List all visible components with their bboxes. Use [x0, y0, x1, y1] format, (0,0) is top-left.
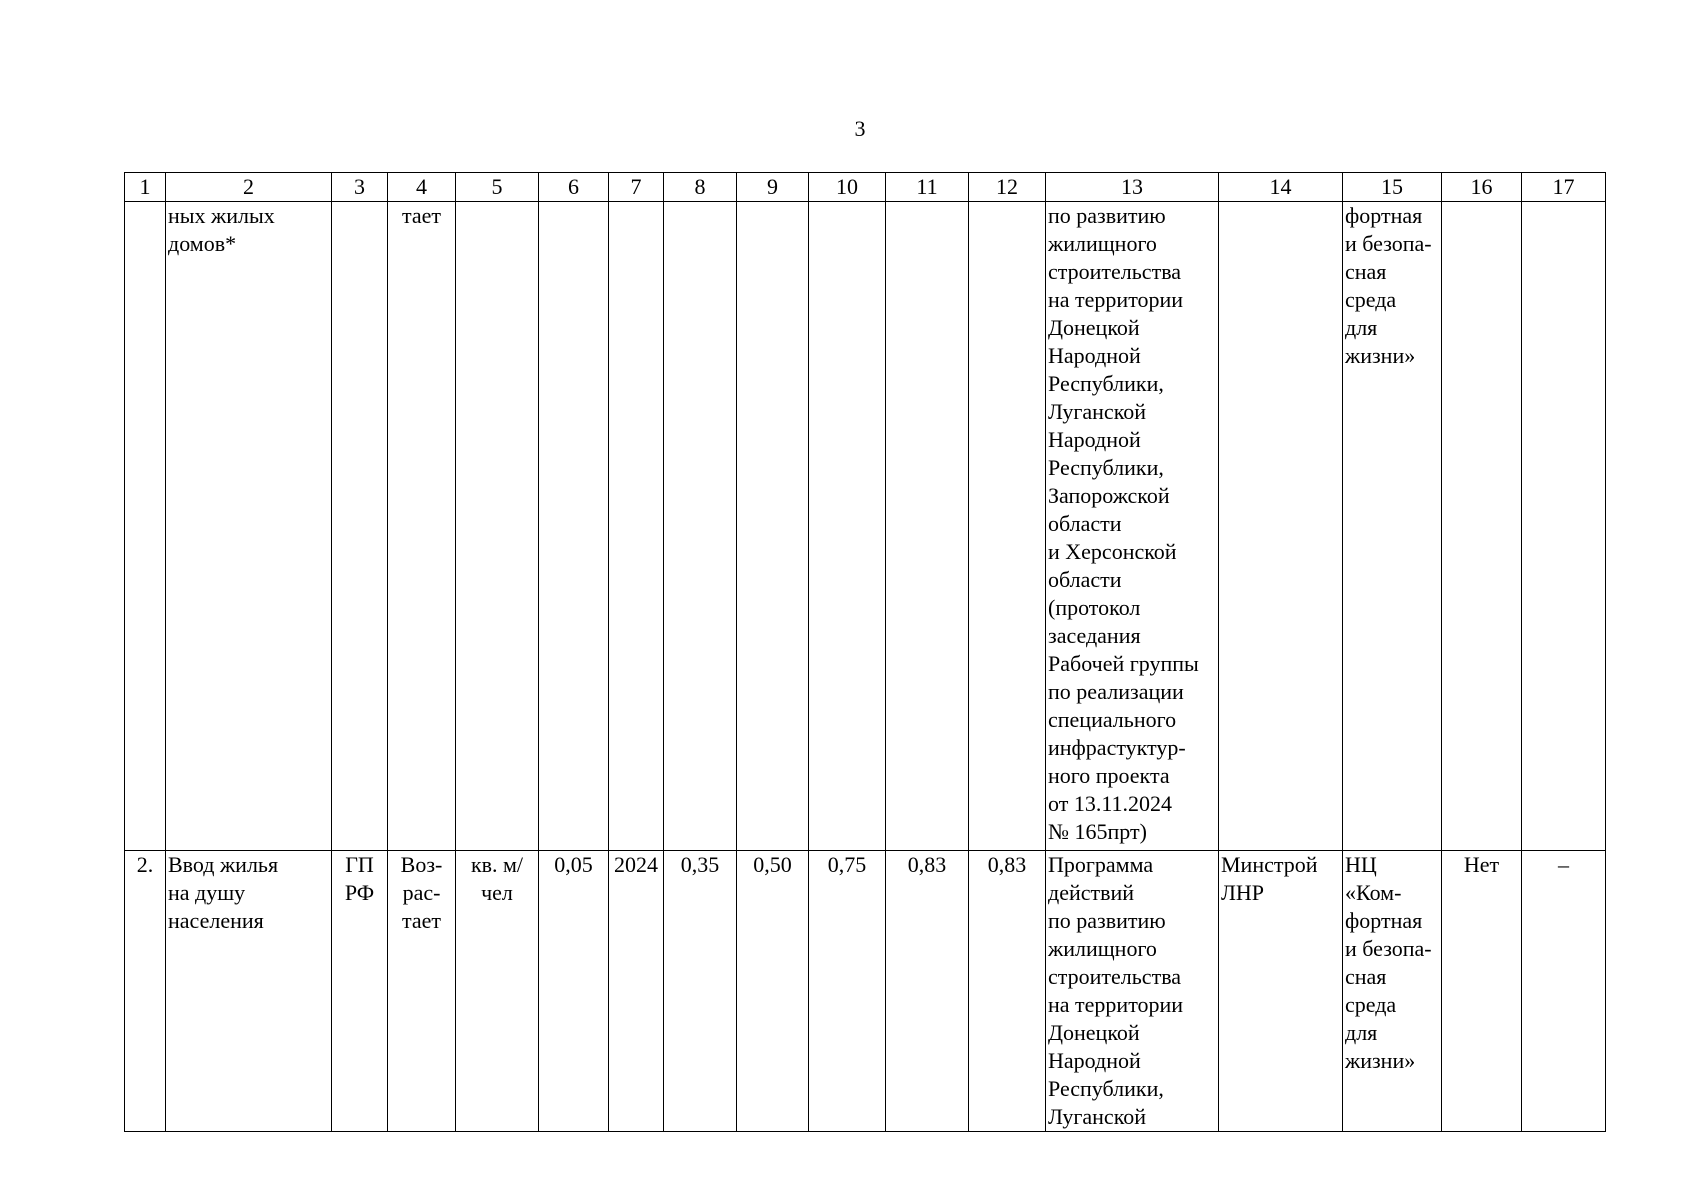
trend-cell: тает	[388, 202, 456, 851]
value-cell	[664, 202, 737, 851]
value-cell: 0,75	[809, 851, 886, 1132]
column-number: 6	[539, 173, 609, 202]
base-value-cell: 0,05	[539, 851, 609, 1132]
column-number: 5	[456, 173, 539, 202]
column-number: 17	[1522, 173, 1606, 202]
value-cell	[969, 202, 1046, 851]
responsible-cell	[1219, 202, 1343, 851]
column-number: 12	[969, 173, 1046, 202]
column-number: 9	[737, 173, 809, 202]
table-row	[125, 851, 1606, 1132]
indicator-name-cell: ных жилых домов*	[166, 202, 332, 851]
national-goal-cell: фортная и безопа- сная среда для жизни»	[1343, 202, 1442, 851]
column-number: 13	[1046, 173, 1219, 202]
indicator-level-cell	[332, 202, 388, 851]
unit-cell: кв. м/ чел	[456, 851, 539, 1132]
base-year-cell: 2024	[609, 851, 664, 1132]
flag-cell: Нет	[1442, 851, 1522, 1132]
value-cell: 0,83	[969, 851, 1046, 1132]
unit-cell	[456, 202, 539, 851]
column-number: 8	[664, 173, 737, 202]
base-value-cell	[539, 202, 609, 851]
base-year-cell	[609, 202, 664, 851]
value-cell	[809, 202, 886, 851]
column-number: 1	[125, 173, 166, 202]
indicator-name-cell: Ввод жилья на душу населения	[166, 851, 332, 1132]
national-goal-cell: НЦ «Ком- фортная и безопа- сная среда для жизни»	[1343, 851, 1442, 1132]
row-number-cell: 2.	[125, 851, 166, 1132]
column-number: 16	[1442, 173, 1522, 202]
info-cell: –	[1522, 851, 1606, 1132]
indicator-level-cell: ГП РФ	[332, 851, 388, 1132]
flag-cell	[1442, 202, 1522, 851]
value-cell: 0,35	[664, 851, 737, 1132]
table-row	[125, 202, 1606, 851]
column-number: 11	[886, 173, 969, 202]
column-number: 7	[609, 173, 664, 202]
column-number: 2	[166, 173, 332, 202]
column-number: 4	[388, 173, 456, 202]
info-cell	[1522, 202, 1606, 851]
row-number-cell	[125, 202, 166, 851]
column-number-row	[125, 173, 1606, 202]
document-cell: Программа действий по развитию жилищного строительства на территории Донецкой Народной Республики, Луганской	[1046, 851, 1219, 1132]
document-cell: по развитию жилищного строительства на территории Донецкой Народной Республики, Луганской Народной Республики, Запорожской области и Херсонской области (протокол заседания Рабочей группы по реализации специального инфрастуктур- ного проекта от 13.11.2024 № 165прт)	[1046, 202, 1219, 851]
responsible-cell: Минстрой ЛНР	[1219, 851, 1343, 1132]
value-cell: 0,50	[737, 851, 809, 1132]
column-number: 15	[1343, 173, 1442, 202]
value-cell: 0,83	[886, 851, 969, 1132]
indicators-table	[124, 172, 1606, 1132]
page-number: 3	[854, 116, 866, 141]
column-number: 14	[1219, 173, 1343, 202]
value-cell	[886, 202, 969, 851]
trend-cell: Воз- рас- тает	[388, 851, 456, 1132]
column-number: 10	[809, 173, 886, 202]
value-cell	[737, 202, 809, 851]
column-number: 3	[332, 173, 388, 202]
